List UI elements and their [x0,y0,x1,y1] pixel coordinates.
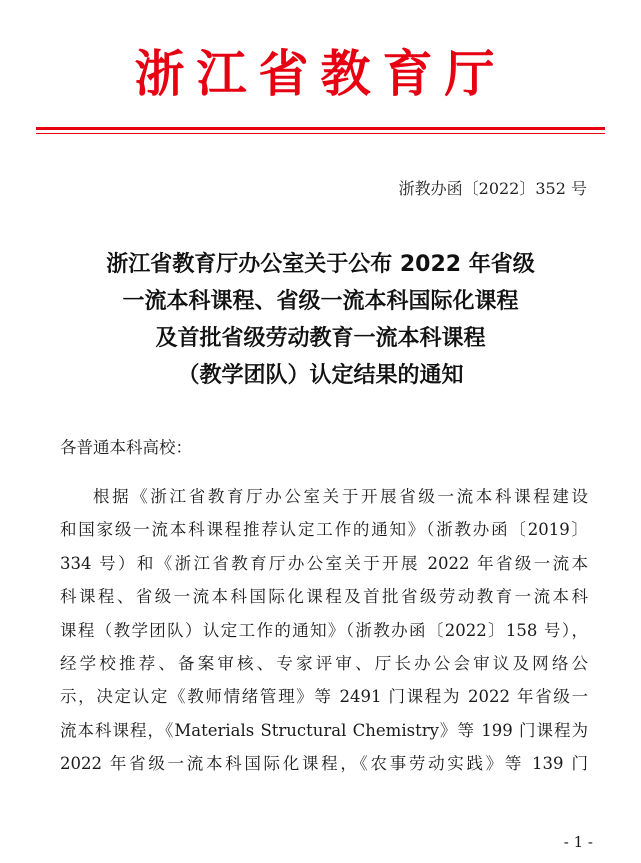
body-line: 流本科课程，《Materials Structural Chemistry》等 199 门课程为 [60,720,588,740]
title-line: 一流本科课程、省级一流本科国际化课程 [122,289,519,314]
body-line: 经学校推荐、备案审核、专家评审、厅长办公会审议及网络公 [60,654,588,674]
salutation: 各普通本科高校： [60,438,192,457]
body-line: 课程（教学团队）认定工作的通知》（浙教办函〔2022〕158 号）， [60,620,588,640]
red-rule-thick [36,127,605,130]
body-line: 2022 年省级一流本科国际化课程，《农事劳动实践》等 139 门 [60,754,588,774]
body-line: 示，决定认定《教师情绪管理》等 2491 门课程为 2022 年省级一 [60,687,588,707]
title-line: 浙江省教育厅办公室关于公布 2022 年省级 [106,252,535,277]
body-line: 科课程、省级一流本科国际化课程及首批省级劳动教育一流本科 [60,587,588,607]
body-line: 根据《浙江省教育厅办公室关于开展省级一流本科课程建设 [93,487,588,506]
document-title [0,246,641,394]
issuer-header: 浙江省教育厅 [134,45,507,103]
red-rule-thin [36,133,605,134]
title-line: 及首批省级劳动教育一流本科课程 [155,326,486,351]
body-line: 334 号）和《浙江省教育厅办公室关于开展 2022 年省级一流本 [60,553,588,573]
body-line: 和国家级一流本科课程推荐认定工作的通知》（浙教办函〔2019〕 [60,520,588,540]
page-number: - 1 - [563,833,593,851]
document-number: 浙教办函〔2022〕352 号 [398,179,587,198]
title-line: （教学团队）认定结果的通知 [177,363,464,388]
body-text [60,480,588,781]
